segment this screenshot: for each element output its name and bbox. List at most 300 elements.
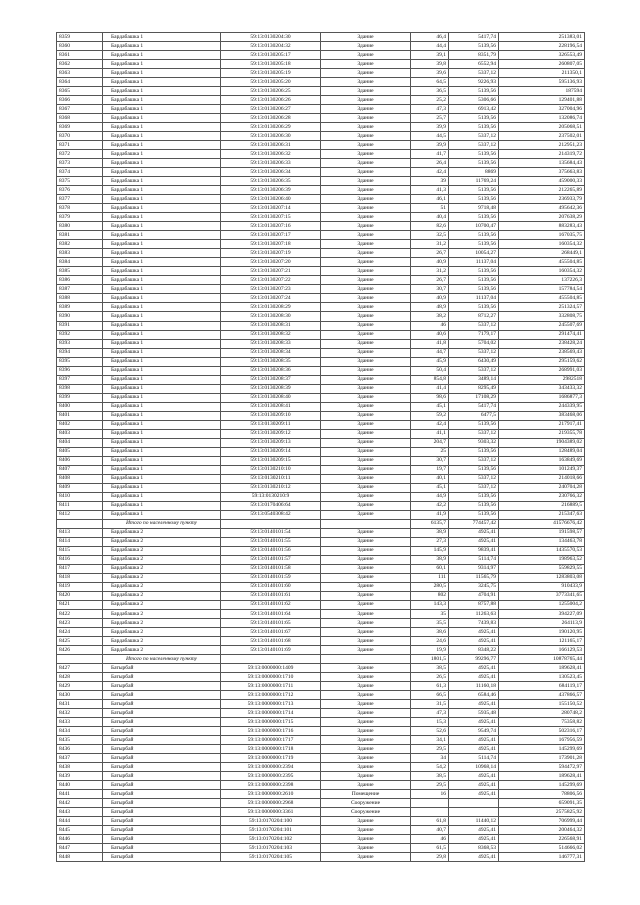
cadastral-value-cell: 595136,93: [499, 78, 585, 87]
area-value-cell: 42,4: [411, 168, 449, 177]
cadastral-number-cell: 59:13:0140101:57: [221, 555, 321, 564]
specific-value-cell: 8869: [449, 168, 499, 177]
specific-value-cell: 5139,56: [449, 285, 499, 294]
table-row: [57, 781, 585, 790]
object-type-cell: Здание: [321, 294, 411, 303]
subtotal-label-cell: Итого по населенному пункту: [103, 655, 221, 664]
table-row: [57, 267, 585, 276]
area-value-cell: 24,6: [411, 637, 449, 646]
cadastral-value-cell: 238569,43: [499, 348, 585, 357]
cadastral-value-cell: 228196,54: [499, 42, 585, 51]
area-value-cell: 40,9: [411, 294, 449, 303]
specific-value-cell: 5704,02: [449, 339, 499, 348]
table-row: [57, 375, 585, 384]
object-type-cell: Здание: [321, 501, 411, 510]
object-type-cell: Здание: [321, 222, 411, 231]
specific-value-cell: 11137,04: [449, 258, 499, 267]
specific-value-cell: 5337,12: [449, 69, 499, 78]
specific-value-cell: 11160,18: [449, 682, 499, 691]
object-type-cell: Здание: [321, 600, 411, 609]
settlement-name-cell: Бардабашка 1: [103, 465, 221, 474]
area-value-cell: 46: [411, 835, 449, 844]
settlement-name-cell: Бардабашка 1: [103, 384, 221, 393]
settlement-name-cell: Бардабашка 1: [103, 420, 221, 429]
cadastral-value-cell: 226568,91: [499, 835, 585, 844]
object-type-cell: Здание: [321, 312, 411, 321]
specific-value-cell: 5139,56: [449, 213, 499, 222]
cadastral-value-cell: 2982518: [499, 375, 585, 384]
cadastral-number-cell: 59:13:0130206:34: [221, 168, 321, 177]
area-value-cell: 31,5: [411, 700, 449, 709]
settlement-name-cell: Бардабашка 2: [103, 564, 221, 573]
table-row: [57, 339, 585, 348]
area-value-cell: 32,5: [411, 231, 449, 240]
table-row: [57, 330, 585, 339]
row-number-cell: 8384: [57, 258, 103, 267]
settlement-name-cell: Батырбай: [103, 781, 221, 790]
object-type-cell: Помещение: [321, 790, 411, 799]
specific-value-cell: 5337,12: [449, 429, 499, 438]
area-value-cell: 31,2: [411, 267, 449, 276]
cadastral-number-cell: 59:13:0130210:11: [221, 474, 321, 483]
row-number-cell: 8424: [57, 628, 103, 637]
cadastral-number-cell: 59:13:0140101:60: [221, 582, 321, 591]
cadastral-value-cell: 291474,41: [499, 330, 585, 339]
table-row: [57, 700, 585, 709]
area-value-cell: 26,4: [411, 159, 449, 168]
specific-value-cell: 5935,48: [449, 709, 499, 718]
object-type-cell: Здание: [321, 456, 411, 465]
area-value-cell: 61,8: [411, 817, 449, 826]
row-number-cell: 8403: [57, 429, 103, 438]
table-row: [57, 402, 585, 411]
specific-value-cell: 5337,12: [449, 474, 499, 483]
cadastral-value-cell: 495642,36: [499, 204, 585, 213]
table-row: [57, 826, 585, 835]
row-number-cell: 8373: [57, 159, 103, 168]
row-number-cell: 8428: [57, 673, 103, 682]
cadastral-number-cell: 59:13:0000000:1712: [221, 691, 321, 700]
object-type-cell: Здание: [321, 438, 411, 447]
cadastral-value-cell: 75358,82: [499, 718, 585, 727]
cadastral-number-cell: 59:13:0140101:54: [221, 528, 321, 537]
specific-value-cell: 5337,12: [449, 141, 499, 150]
settlement-name-cell: Бардабашка 1: [103, 186, 221, 195]
cadastral-value-cell: 212951,23: [499, 141, 585, 150]
object-type-cell: Здание: [321, 772, 411, 781]
object-type-cell: Здание: [321, 429, 411, 438]
table-row: [57, 456, 585, 465]
table-row: [57, 610, 585, 619]
cadastral-number-cell: 59:13:0140101:58: [221, 564, 321, 573]
area-value-cell: 38,6: [411, 628, 449, 637]
settlement-name-cell: Бардабашка 1: [103, 510, 221, 519]
settlement-name-cell: Батырбай: [103, 736, 221, 745]
settlement-name-cell: Бардабашка 1: [103, 492, 221, 501]
table-row: [57, 258, 585, 267]
cadastral-value-cell: 251324,57: [499, 303, 585, 312]
object-type-cell: Здание: [321, 267, 411, 276]
cadastral-number-cell: 59:13:0130208:36: [221, 366, 321, 375]
object-type-cell: Здание: [321, 853, 411, 862]
cadastral-value-cell: 191598,57: [499, 528, 585, 537]
cadastral-number-cell: 59:13:0130209:13: [221, 438, 321, 447]
specific-value-cell: 4925,41: [449, 745, 499, 754]
row-number-cell: 8431: [57, 700, 103, 709]
table-body: [57, 33, 585, 862]
object-type-cell: Здание: [321, 700, 411, 709]
cadastral-value-cell: 130523,45: [499, 673, 585, 682]
object-type-cell: Здание: [321, 375, 411, 384]
table-row: [57, 853, 585, 862]
row-number-cell: 8390: [57, 312, 103, 321]
row-number-cell: 8436: [57, 745, 103, 754]
cadastral-value-cell: 240704,28: [499, 483, 585, 492]
area-value-cell: 38,2: [411, 312, 449, 321]
cadastral-value-cell: 236933,79: [499, 195, 585, 204]
row-number-cell: 8412: [57, 510, 103, 519]
area-value-cell: 854,8: [411, 375, 449, 384]
area-value-cell: 44,7: [411, 348, 449, 357]
settlement-name-cell: Бардабашка 2: [103, 591, 221, 600]
table-row: [57, 393, 585, 402]
cadastral-number-cell: 59:13:0170204:102: [221, 835, 321, 844]
object-type-cell: Здание: [321, 384, 411, 393]
settlement-name-cell: Батырбай: [103, 718, 221, 727]
object-type-cell: Здание: [321, 276, 411, 285]
cadastral-number-cell: 59:13:0130206:31: [221, 141, 321, 150]
settlement-name-cell: Бардабашка 1: [103, 141, 221, 150]
object-type-cell: Здание: [321, 123, 411, 132]
settlement-name-cell: Бардабашка 1: [103, 33, 221, 42]
specific-value-cell: 9839,41: [449, 546, 499, 555]
row-number-cell: 8359: [57, 33, 103, 42]
row-number-cell: 8434: [57, 727, 103, 736]
object-type-cell: Здание: [321, 168, 411, 177]
settlement-name-cell: Бардабашка 2: [103, 555, 221, 564]
object-type-cell: Здание: [321, 510, 411, 519]
cadastral-value-cell: 78806,56: [499, 790, 585, 799]
area-value-cell: 30,7: [411, 285, 449, 294]
area-value-cell: 19,7: [411, 465, 449, 474]
settlement-name-cell: Бардабашка 1: [103, 69, 221, 78]
area-value-cell: 46: [411, 321, 449, 330]
settlement-name-cell: Бардабашка 1: [103, 321, 221, 330]
row-number-cell: 8382: [57, 240, 103, 249]
object-type-cell: Здание: [321, 303, 411, 312]
row-number-cell: 8426: [57, 646, 103, 655]
object-type-cell: Здание: [321, 348, 411, 357]
settlement-name-cell: Бардабашка 2: [103, 637, 221, 646]
area-value-cell: 26,5: [411, 673, 449, 682]
table-row: [57, 51, 585, 60]
area-value-cell: 45,9: [411, 357, 449, 366]
table-row: [57, 564, 585, 573]
row-number-cell: 8383: [57, 249, 103, 258]
row-number-cell: 8413: [57, 528, 103, 537]
cadastral-number-cell: 59:13:0170204:103: [221, 844, 321, 853]
area-value-cell: 39,6: [411, 69, 449, 78]
table-row: [57, 754, 585, 763]
area-value-cell: 39: [411, 177, 449, 186]
cadastral-number-cell: 59:13:0140101:62: [221, 600, 321, 609]
table-row: [57, 195, 585, 204]
row-number-cell: 8398: [57, 384, 103, 393]
cadastral-value-cell: 219355,78: [499, 429, 585, 438]
specific-value-cell: 99296,77: [449, 655, 499, 664]
cadastral-value-cell: 2575825,92: [499, 808, 585, 817]
table-row: [57, 42, 585, 51]
cadastral-value-cell: 706999,44: [499, 817, 585, 826]
area-value-cell: 38,5: [411, 772, 449, 781]
settlement-name-cell: Бардабашка 1: [103, 402, 221, 411]
object-type-cell: Здание: [321, 447, 411, 456]
settlement-name-cell: Бардабашка 1: [103, 132, 221, 141]
cadastral-number-cell: 59:13:0130206:28: [221, 114, 321, 123]
table-row: [57, 321, 585, 330]
cadastral-value-cell: 910433,9: [499, 582, 585, 591]
specific-value-cell: 3489,14: [449, 375, 499, 384]
table-row: [57, 411, 585, 420]
settlement-name-cell: Бардабашка 1: [103, 276, 221, 285]
cadastral-number-cell: 59:13:0000000:1716: [221, 727, 321, 736]
area-value-cell: 44,9: [411, 492, 449, 501]
cadastral-value-cell: 883283,43: [499, 222, 585, 231]
settlement-name-cell: Бардабашка 1: [103, 114, 221, 123]
object-type-cell: Здание: [321, 528, 411, 537]
row-number-cell: 8404: [57, 438, 103, 447]
cadastral-value-cell: 437866,57: [499, 691, 585, 700]
cadastral-number-cell: 59:13:0140101:67: [221, 628, 321, 637]
area-value-cell: 6135,7: [411, 519, 449, 528]
table-row: [57, 465, 585, 474]
row-number-cell: 8427: [57, 664, 103, 673]
specific-value-cell: 4925,41: [449, 673, 499, 682]
row-number-cell: 8440: [57, 781, 103, 790]
cadastral-number-cell: 59:13:0130206:32: [221, 150, 321, 159]
specific-value-cell: 6913,42: [449, 105, 499, 114]
object-type-cell: Здание: [321, 546, 411, 555]
object-type-cell: Здание: [321, 321, 411, 330]
object-type-cell: [321, 519, 411, 528]
settlement-name-cell: Бардабашка 1: [103, 348, 221, 357]
cadastral-value-cell: 332808,75: [499, 312, 585, 321]
cadastral-number-cell: 59:13:0140101:59: [221, 573, 321, 582]
cadastral-value-cell: 394227,09: [499, 610, 585, 619]
cadastral-value-cell: 207638,29: [499, 213, 585, 222]
cadastral-value-cell: 145299,69: [499, 745, 585, 754]
settlement-name-cell: Бардабашка 1: [103, 375, 221, 384]
cadastral-value-cell: 187594: [499, 87, 585, 96]
cadastral-number-cell: 59:13:0000000:1715: [221, 718, 321, 727]
settlement-name-cell: Бардабашка 1: [103, 456, 221, 465]
area-value-cell: 39,9: [411, 141, 449, 150]
table-row: [57, 727, 585, 736]
specific-value-cell: 4925,41: [449, 826, 499, 835]
table-row: [57, 186, 585, 195]
settlement-name-cell: Батырбай: [103, 691, 221, 700]
cadastral-value-cell: 659091,35: [499, 799, 585, 808]
row-number-cell: 8444: [57, 817, 103, 826]
object-type-cell: Здание: [321, 60, 411, 69]
area-value-cell: 47,3: [411, 105, 449, 114]
specific-value-cell: 5139,56: [449, 42, 499, 51]
area-value-cell: 41,7: [411, 150, 449, 159]
specific-value-cell: 5337,12: [449, 366, 499, 375]
object-type-cell: Здание: [321, 619, 411, 628]
table-row: [57, 204, 585, 213]
area-value-cell: 27,3: [411, 537, 449, 546]
settlement-name-cell: Бардабашка 1: [103, 123, 221, 132]
area-value-cell: 15,3: [411, 718, 449, 727]
cadastral-number-cell: 59:13:0130208:30: [221, 312, 321, 321]
settlement-name-cell: Бардабашка 1: [103, 339, 221, 348]
cadastral-value-cell: 135684,43: [499, 159, 585, 168]
cadastral-value-cell: 167956,59: [499, 736, 585, 745]
settlement-name-cell: Бардабашка 1: [103, 213, 221, 222]
area-value-cell: 26,7: [411, 249, 449, 258]
table-row: [57, 573, 585, 582]
specific-value-cell: 11263,63: [449, 610, 499, 619]
cadastral-value-cell: 198963,52: [499, 555, 585, 564]
cadastral-number-cell: 59:13:0130208:40: [221, 393, 321, 402]
cadastral-number-cell: 59:13:0140101:64: [221, 610, 321, 619]
object-type-cell: Здание: [321, 213, 411, 222]
area-value-cell: 54,2: [411, 763, 449, 772]
specific-value-cell: 4925,41: [449, 736, 499, 745]
cadastral-value-cell: 212265,89: [499, 186, 585, 195]
area-value-cell: 204,7: [411, 438, 449, 447]
object-type-cell: Здание: [321, 87, 411, 96]
specific-value-cell: 9314,97: [449, 564, 499, 573]
object-type-cell: Здание: [321, 826, 411, 835]
specific-value-cell: 5139,56: [449, 510, 499, 519]
table-row: [57, 501, 585, 510]
cadastral-value-cell: 594472,97: [499, 763, 585, 772]
cadastral-number-cell: 59:13:0140101:65: [221, 619, 321, 628]
settlement-name-cell: Бардабашка 2: [103, 628, 221, 637]
area-value-cell: 16: [411, 790, 449, 799]
row-number-cell: 8429: [57, 682, 103, 691]
row-number-cell: 8370: [57, 132, 103, 141]
object-type-cell: Здание: [321, 177, 411, 186]
specific-value-cell: 5337,12: [449, 456, 499, 465]
specific-value-cell: 4925,41: [449, 637, 499, 646]
specific-value-cell: 5139,56: [449, 114, 499, 123]
table-row: [57, 844, 585, 853]
row-number-cell: [57, 519, 103, 528]
area-value-cell: 48,9: [411, 303, 449, 312]
row-number-cell: 8442: [57, 799, 103, 808]
cadastral-value-cell: 383468,06: [499, 411, 585, 420]
table-row: [57, 240, 585, 249]
cadastral-number-cell: [221, 519, 321, 528]
specific-value-cell: 10968,14: [449, 763, 499, 772]
area-value-cell: 29,8: [411, 853, 449, 862]
object-type-cell: Здание: [321, 727, 411, 736]
cadastral-value-cell: 190120,95: [499, 628, 585, 637]
row-number-cell: 8421: [57, 600, 103, 609]
cadastral-value-cell: 167035,75: [499, 231, 585, 240]
table-row: [57, 817, 585, 826]
settlement-name-cell: Бардабашка 2: [103, 610, 221, 619]
cadastral-number-cell: [221, 655, 321, 664]
settlement-name-cell: Бардабашка 1: [103, 285, 221, 294]
cadastral-value-cell: 1904389,02: [499, 438, 585, 447]
object-type-cell: Здание: [321, 393, 411, 402]
settlement-name-cell: Бардабашка 1: [103, 294, 221, 303]
cadastral-number-cell: 59:13:0130206:30: [221, 132, 321, 141]
row-number-cell: 8361: [57, 51, 103, 60]
specific-value-cell: 5139,56: [449, 267, 499, 276]
object-type-cell: Здание: [321, 141, 411, 150]
area-value-cell: 1801,5: [411, 655, 449, 664]
specific-value-cell: 5139,56: [449, 186, 499, 195]
area-value-cell: 38,9: [411, 555, 449, 564]
area-value-cell: 39,9: [411, 123, 449, 132]
settlement-name-cell: Бардабашка 1: [103, 105, 221, 114]
cadastral-value-cell: 155150,52: [499, 700, 585, 709]
specific-value-cell: 5139,56: [449, 420, 499, 429]
object-type-cell: Здание: [321, 330, 411, 339]
cadastral-value-cell: 502316,17: [499, 727, 585, 736]
area-value-cell: 61,5: [411, 844, 449, 853]
specific-value-cell: 8757,88: [449, 600, 499, 609]
row-number-cell: 8389: [57, 303, 103, 312]
cadastral-number-cell: 59:13:0130209:11: [221, 420, 321, 429]
cadastral-number-cell: 59:13:0000000:1710: [221, 673, 321, 682]
table-row: [57, 294, 585, 303]
row-number-cell: 8399: [57, 393, 103, 402]
area-value-cell: 19,9: [411, 646, 449, 655]
settlement-name-cell: Бардабашка 1: [103, 366, 221, 375]
table-row: [57, 637, 585, 646]
row-number-cell: 8376: [57, 186, 103, 195]
area-value-cell: 29,5: [411, 745, 449, 754]
object-type-cell: Здание: [321, 69, 411, 78]
specific-value-cell: 5417,74: [449, 33, 499, 42]
settlement-name-cell: Батырбай: [103, 817, 221, 826]
object-type-cell: Здание: [321, 492, 411, 501]
area-value-cell: 39,1: [411, 51, 449, 60]
specific-value-cell: 5337,12: [449, 348, 499, 357]
cadastral-value-cell: 173901,28: [499, 754, 585, 763]
area-value-cell: 98,6: [411, 393, 449, 402]
object-type-cell: Здание: [321, 78, 411, 87]
cadastral-value-cell: 455504,85: [499, 258, 585, 267]
settlement-name-cell: Бардабашка 1: [103, 303, 221, 312]
specific-value-cell: 8348,22: [449, 646, 499, 655]
object-type-cell: Здание: [321, 555, 411, 564]
row-number-cell: 8415: [57, 546, 103, 555]
object-type-cell: Здание: [321, 646, 411, 655]
cadastral-value-cell: 684119,17: [499, 682, 585, 691]
cadastral-number-cell: 59:13:0000000:2610: [221, 790, 321, 799]
specific-value-cell: 5337,12: [449, 321, 499, 330]
row-number-cell: 8433: [57, 718, 103, 727]
specific-value-cell: 5114,74: [449, 555, 499, 564]
object-type-cell: Здание: [321, 402, 411, 411]
settlement-name-cell: Бардабашка 2: [103, 646, 221, 655]
object-type-cell: Здание: [321, 781, 411, 790]
settlement-name-cell: Батырбай: [103, 808, 221, 817]
object-type-cell: Здание: [321, 745, 411, 754]
area-value-cell: 40,4: [411, 213, 449, 222]
settlement-name-cell: Батырбай: [103, 772, 221, 781]
area-value-cell: 34: [411, 754, 449, 763]
specific-value-cell: 4925,41: [449, 790, 499, 799]
area-value-cell: 41,8: [411, 339, 449, 348]
